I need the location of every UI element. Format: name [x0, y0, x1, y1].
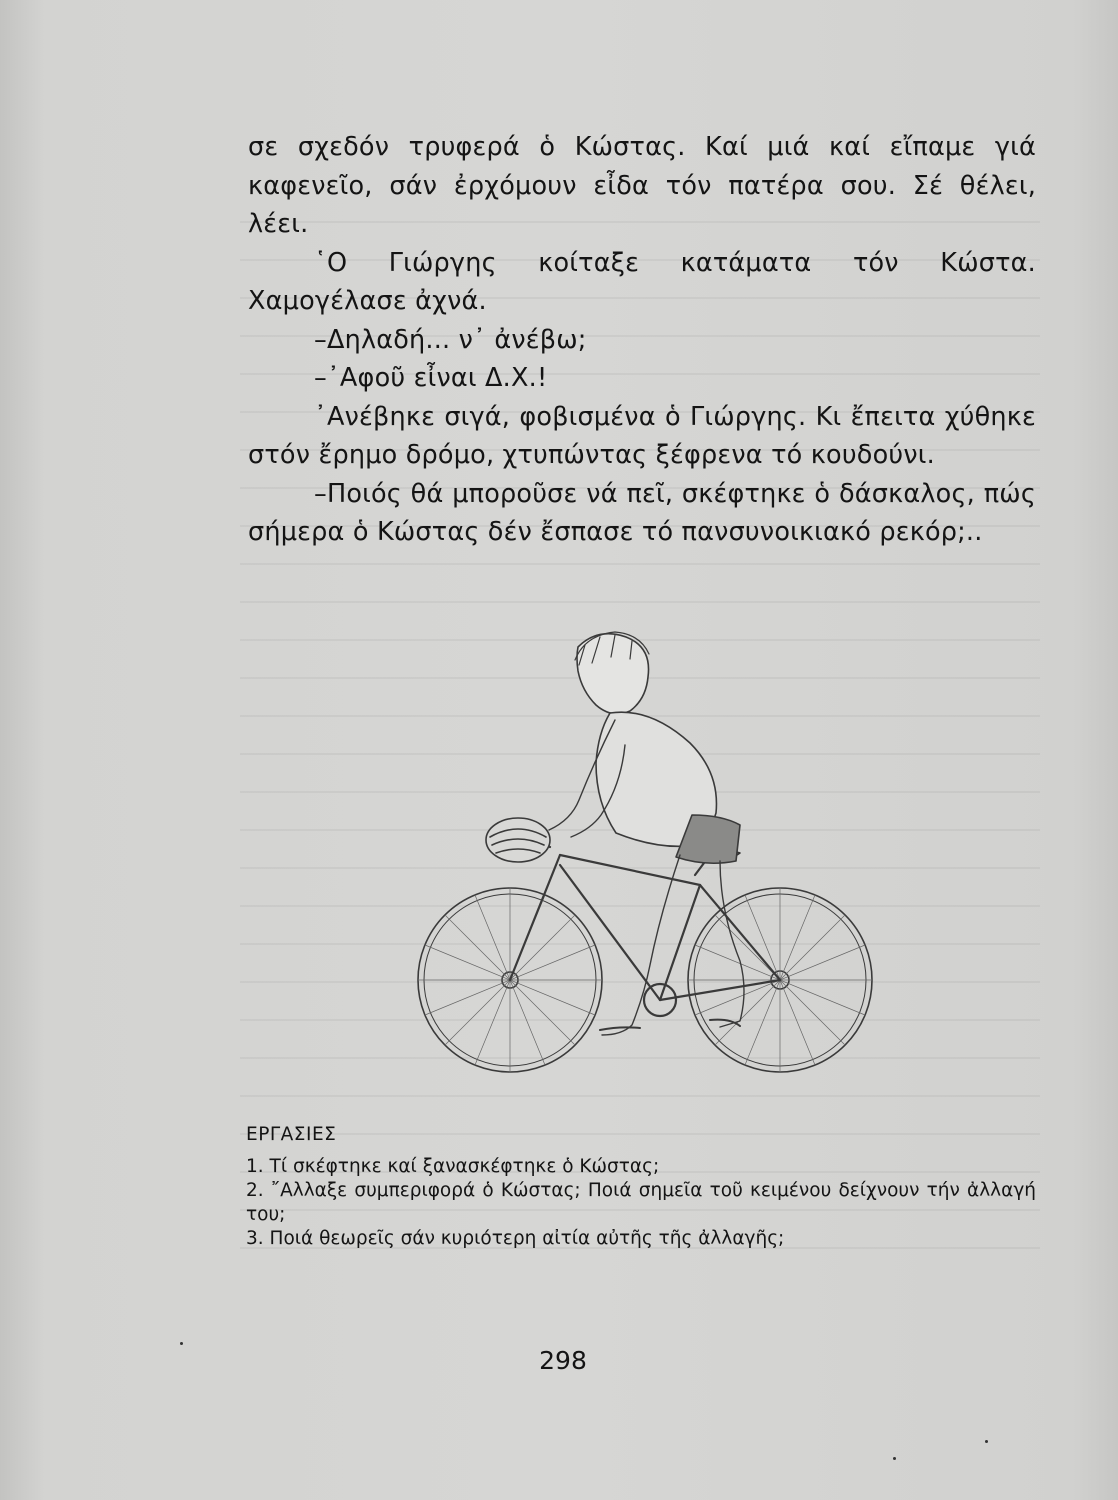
exercises-section — [246, 1123, 1036, 1251]
exercise-item: 2. ῎Αλλαξε συμπεριφορά ὁ Κώστας; Ποιά σημεῖα τοῦ κειμένου δείχνουν τήν ἀλλαγή του; — [246, 1180, 1036, 1225]
paragraph-4: –᾿Αφοῦ εἶναι Δ.Χ.! — [314, 363, 548, 393]
helmet — [486, 818, 550, 862]
dust-speck — [180, 1342, 183, 1345]
paragraph-1: σε σχεδόν τρυφερά ὁ Κώστας. Καί μιά καί εἴπαμε γιά καφενεῖο, σάν ἐρχόμουν εἶδα τόν πατέρα σου. Σέ θέλει, λέει. — [248, 132, 1036, 239]
paragraph-2: ῾Ο Γιώργης κοίταξε κατάματα τόν Κώστα. Χαμογέλασε ἀχνά. — [248, 247, 1036, 316]
paragraph-6: –Ποιός θά μποροῦσε νά πεῖ, σκέφτηκε ὁ δάσκαλος, πώς σήμερα ὁ Κώστας δέν ἔσπασε τό πανσυνοικιακό ρεκόρ;.. — [248, 478, 1036, 547]
boy-rider — [549, 632, 744, 1035]
exercise-item: 1. Τί σκέφτηκε καί ξανασκέφτηκε ὁ Κώστας; — [246, 1156, 660, 1177]
story-text — [248, 128, 1036, 552]
paragraph-5: ᾿Ανέβηκε σιγά, φοβισμένα ὁ Γιώργης. Κι ἔπειτα χύθηκε στόν ἔρημο δρόμο, χτυπώντας ξέφρενα τό κουδούνι. — [248, 401, 1036, 470]
dust-speck — [893, 1457, 896, 1460]
exercises-title: ΕΡΓΑΣΙΕΣ — [246, 1124, 337, 1145]
page-number: 298 — [539, 1346, 587, 1375]
dust-speck — [985, 1440, 988, 1443]
boy-on-bicycle-drawing — [410, 615, 880, 1075]
bicycle-frame — [504, 839, 780, 1016]
exercise-item: 3. Ποιά θεωρεῖς σάν κυριότερη αἰτία αὐτῆς τῆς ἀλλαγῆς; — [246, 1228, 785, 1249]
paragraph-3: –Δηλαδή... ν᾿ ἀνέβω; — [314, 324, 587, 355]
